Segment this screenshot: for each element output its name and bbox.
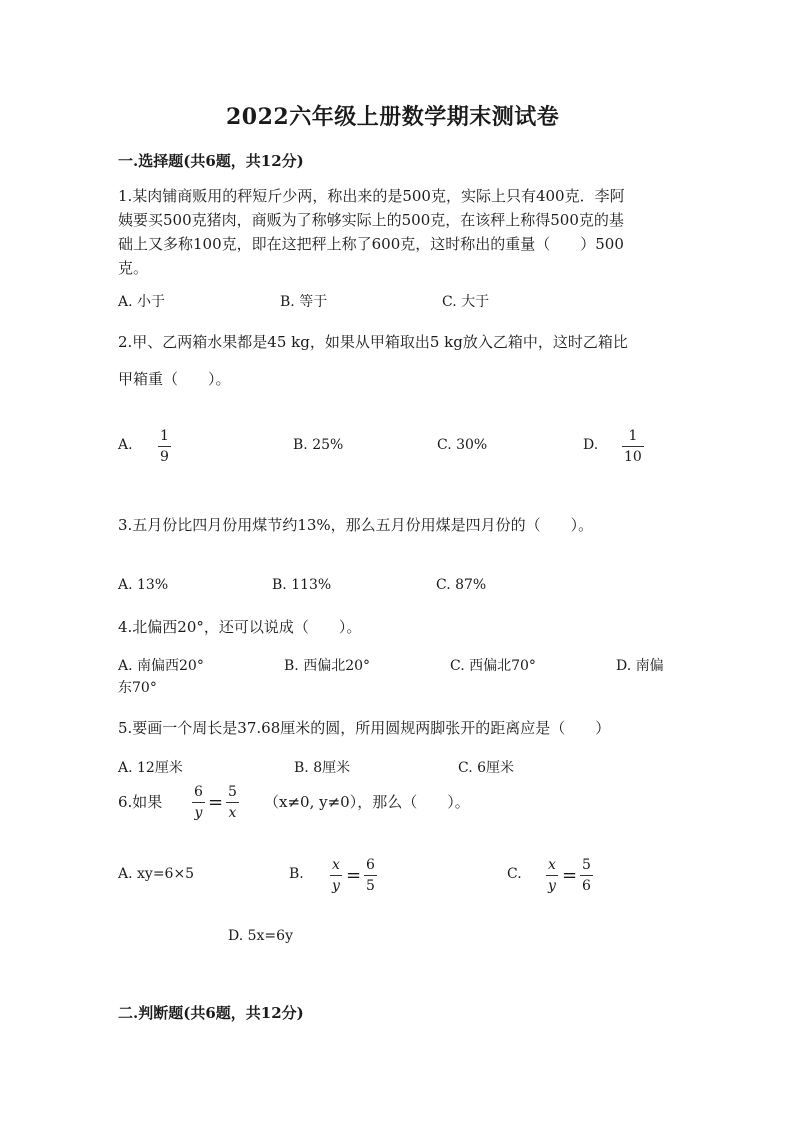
q3-option-c: C. 87% (436, 577, 487, 593)
q6-option-b-right-fraction (364, 857, 377, 894)
fraction-numerator: 5 (582, 857, 591, 873)
q6-suffix: （x≠0, y≠0），那么（ ）。 (264, 793, 470, 811)
q1-option-b: B. 等于 (280, 294, 328, 310)
q6-option-b-left-fraction (330, 857, 342, 894)
q2-line2: 甲箱重（ ）。 (118, 370, 231, 388)
fraction-denominator: y (332, 878, 340, 894)
q3-option-a: A. 13% (118, 577, 169, 593)
fraction-bar (226, 802, 239, 803)
section-heading-choice: 一.选择题(共6题，共12分) (118, 152, 304, 170)
fraction-numerator: 1 (628, 428, 638, 444)
q1-option-c: C. 大于 (442, 294, 490, 310)
fraction-denominator: y (194, 805, 203, 821)
q1-line4: 克。 (118, 259, 149, 277)
q6-prefix: 6.如果 (118, 793, 163, 811)
q5-option-b: B. 8厘米 (294, 760, 351, 776)
q6-option-b-equals: = (346, 865, 362, 886)
q6-option-d: D. 5x=6y (228, 928, 293, 944)
q5-option-a: A. 12厘米 (118, 760, 183, 776)
q1-line3: 础上又多称100克，即在这把秤上称了600克，这时称出的重量（ ）500 (118, 235, 624, 253)
fraction-denominator: 10 (624, 449, 642, 465)
q6-option-c-left-fraction (546, 857, 558, 894)
q4-line1: 4.北偏西20°，还可以说成（ ）。 (118, 618, 362, 636)
q4-option-c: C. 西偏北70° (450, 658, 536, 674)
q4-option-b: B. 西偏北20° (284, 658, 371, 674)
q2-option-d-label: D. (583, 437, 599, 453)
q6-option-a: A. xy=6×5 (118, 866, 195, 882)
fraction-denominator: 9 (160, 449, 169, 465)
fraction-denominator: 6 (582, 878, 591, 894)
fraction-numerator: 5 (228, 784, 237, 800)
page-title: 2022六年级上册数学期末测试卷 (226, 104, 560, 130)
q2-option-c: C. 30% (437, 437, 488, 453)
fraction-denominator: y (548, 878, 556, 894)
q3-option-b: B. 113% (272, 577, 332, 593)
q6-option-c-label: C. (507, 866, 522, 882)
q6-equals-sign: = (208, 792, 224, 813)
fraction-bar (192, 802, 205, 803)
fraction-numerator: x (548, 857, 556, 873)
q6-eq-right-fraction (226, 784, 239, 821)
fraction-bar (330, 875, 342, 876)
q6-option-c-equals: = (562, 865, 578, 886)
fraction-bar (364, 875, 377, 876)
q5-line1: 5.要画一个周长是37.68厘米的圆，所用圆规两脚张开的距离应是（ ） (118, 719, 611, 737)
fraction-denominator: x (228, 805, 237, 821)
q1-line2: 姨要买500克猪肉，商贩为了称够实际上的500克，在该秤上称得500克的基 (118, 211, 624, 229)
q6-option-b-label: B. (289, 866, 304, 882)
q6-option-c-right-fraction (580, 857, 593, 894)
q3-line1: 3.五月份比四月份用煤节约13%，那么五月份用煤是四月份的（ ）。 (118, 516, 594, 534)
q4-option-d-part1: D. 南偏 (616, 658, 664, 674)
fraction-numerator: 6 (366, 857, 375, 873)
fraction-bar (546, 875, 558, 876)
fraction-bar (622, 446, 644, 447)
q6-eq-left-fraction (192, 784, 205, 821)
fraction-numerator: 1 (160, 428, 169, 444)
q2-option-d-fraction (622, 428, 644, 465)
fraction-bar (158, 446, 171, 447)
q1-option-a: A. 小于 (118, 294, 166, 310)
fraction-numerator: 6 (194, 784, 203, 800)
fraction-denominator: 5 (366, 878, 375, 894)
q2-option-a-label: A. (118, 437, 133, 453)
q4-option-d-part2: 东70° (118, 680, 157, 696)
q2-option-b: B. 25% (293, 437, 344, 453)
fraction-numerator: x (332, 857, 340, 873)
q2-option-a-fraction (158, 428, 171, 465)
q1-line1: 1.某肉铺商贩用的秤短斤少两，称出来的是500克，实际上只有400克．李阿 (118, 187, 625, 205)
q5-option-c: C. 6厘米 (458, 760, 515, 776)
q2-line1: 2.甲、乙两箱水果都是45 kg，如果从甲箱取出5 kg放入乙箱中，这时乙箱比 (118, 333, 628, 351)
q4-option-a: A. 南偏西20° (118, 658, 204, 674)
fraction-bar (580, 875, 593, 876)
section-heading-judgment: 二.判断题(共6题，共12分) (118, 1004, 304, 1022)
